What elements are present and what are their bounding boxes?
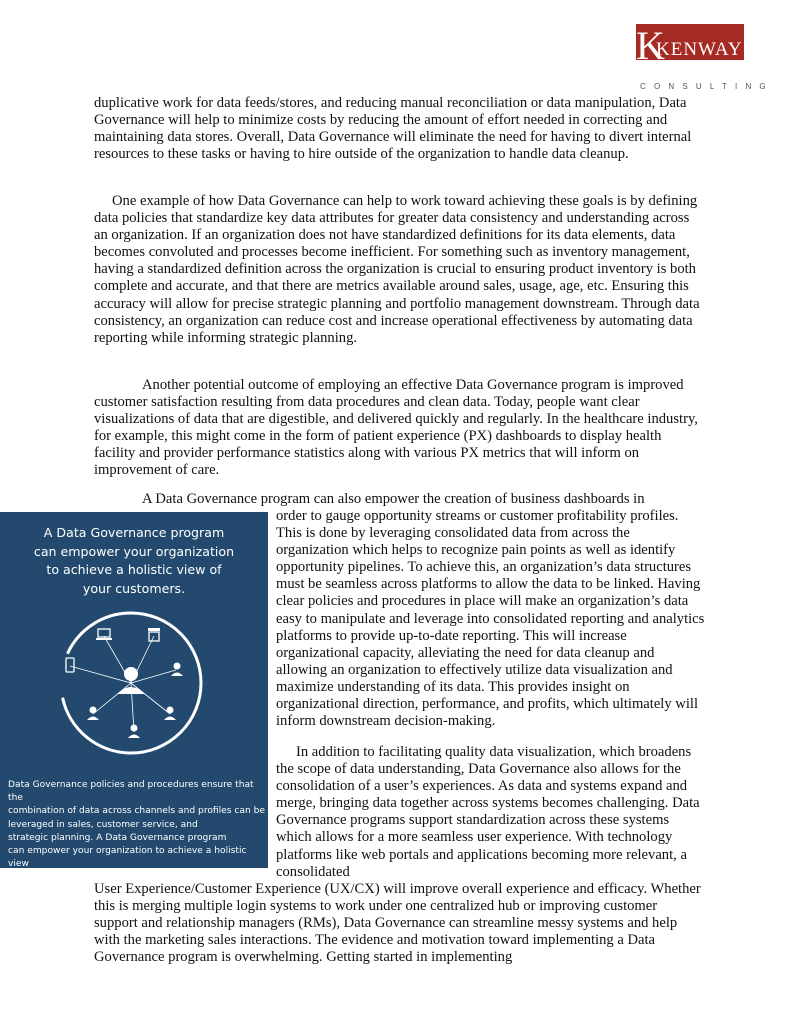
- paragraph-5-continued: User Experience/Customer Experience (UX/CX) will improve overall experience and efficacy. Whether this is merging multiple login systems to work under one centralized hub or improving customer support and relationship managers (RMs), Data Governance can streamline messy systems and help with the marketing sales interactions. The evidence and motivation toward implementing a Data Governance program is overwhelming. Getting started in implementing: [94, 881, 701, 966]
- person-icon: [87, 707, 99, 721]
- logo-banner: [636, 23, 744, 68]
- sidebar-caption-line: strategic planning. A Data Governance program: [8, 832, 227, 843]
- paragraph-4-wrapped: order to gauge opportunity streams or customer profitability profiles. This is done by leveraging consolidated data from across the organization which helps to recognize pain points as well as identify opportunity pipelines. To achieve this, an organization’s data structures must be seamless across platforms to allow the data to be linked. Having clear policies and procedures in place will make an organization’s data easy to manipulate and leverage into consolidated reporting and analytics platforms to provide up-to-date reporting. This will increase organizational capacity, alleviating the need for data cleanup and allowing an organization to effectively utilize data visualization and maximize understanding of its data. This provides insight on organizational direction, performance, and profits, which ultimately will inform downstream decision-making.: [276, 508, 705, 730]
- logo-wordmark: KENWAY: [656, 39, 743, 60]
- phone-icon: [66, 658, 74, 672]
- paragraph-1: duplicative work for data feeds/stores, and reducing manual reconciliation or data manipulation, Data Governance will help to minimize costs by reducing the amount of effort needed in correcting and maintaining data stores. Overall, Data Governance will eliminate the need for having to divert internal resources to these tasks or having to hire outside of the organization to handle data cleanup.: [94, 95, 692, 163]
- logo-subtitle: CONSULTING: [640, 82, 774, 91]
- logo-letter: K: [636, 23, 665, 68]
- sidebar-caption-line: can empower your organization to achieve a holistic view: [8, 846, 247, 870]
- sidebar-caption-line: leveraged in sales, customer service, and: [8, 819, 198, 830]
- customer-hub-graphic: [56, 608, 206, 758]
- person-icon: [128, 725, 140, 739]
- store-icon: [148, 628, 160, 641]
- sidebar-caption-line: of your customers’ relationship across the organization.: [8, 872, 262, 883]
- sidebar-title-line: your customers.: [82, 580, 186, 596]
- sidebar-title-line: A Data Governance program: [43, 525, 225, 540]
- paragraph-2: One example of how Data Governance can help to work toward achieving these goals is by defining data policies that standardize key data attributes for greater data consistency and understanding across an organization. If an organization does not have standardized definitions for its data elements, data becomes convoluted and processes become inefficient. For something such as inventory management, having a standardized definition across the organization is crucial to ensuring product inventory is both complete and accurate, and that there are metrics available around sales, usage, age, etc. Ensuring this accuracy will allow for precise strategic planning and portfolio management downstream. Through data consistency, an organization can reduce cost and increase operational effectiveness by automating data reporting while informing strategic planning.: [94, 193, 700, 346]
- kenway-logo: [636, 23, 774, 91]
- sidebar-title-line: to achieve a holistic view of: [46, 562, 222, 577]
- paragraph-4-first-line: A Data Governance program can also empower the creation of business dashboards in: [142, 491, 645, 507]
- paragraph-5-wrapped: In addition to facilitating quality data visualization, which broadens the scope of data understanding, Data Governance also allows for the consolidation of a user’s experiences. As data and systems expand and merge, bringing data together across systems becomes challenging. Data Governance programs support standardization across these systems which allows for a more seamless user experience. With technology platforms like web portals and applications becoming more relevant, a consolidated: [276, 744, 700, 880]
- sidebar-caption: [8, 779, 266, 885]
- sidebar-title-line: can empower your organization: [33, 543, 235, 559]
- sidebar-caption-line: combination of data across channels and profiles can be: [8, 806, 265, 817]
- laptop-icon: [96, 629, 112, 640]
- paragraph-3: Another potential outcome of employing an effective Data Governance program is improved customer satisfaction resulting from data procedures and clean data. Today, people want clear visualizations of data that are digestible, and delivered quickly and regularly. In the healthcare industry, for example, this might come in the form of patient experience (PX) dashboards to display health facility and provider performance statistics along with various PX metrics that will inform on improvement of care.: [94, 377, 698, 479]
- person-icon: [171, 663, 183, 677]
- sidebar-title: [0, 524, 268, 598]
- person-icon: [164, 707, 176, 721]
- sidebar-caption-line: Data Governance policies and procedures ensure that the: [8, 780, 254, 804]
- sidebar-callout: [0, 512, 268, 883]
